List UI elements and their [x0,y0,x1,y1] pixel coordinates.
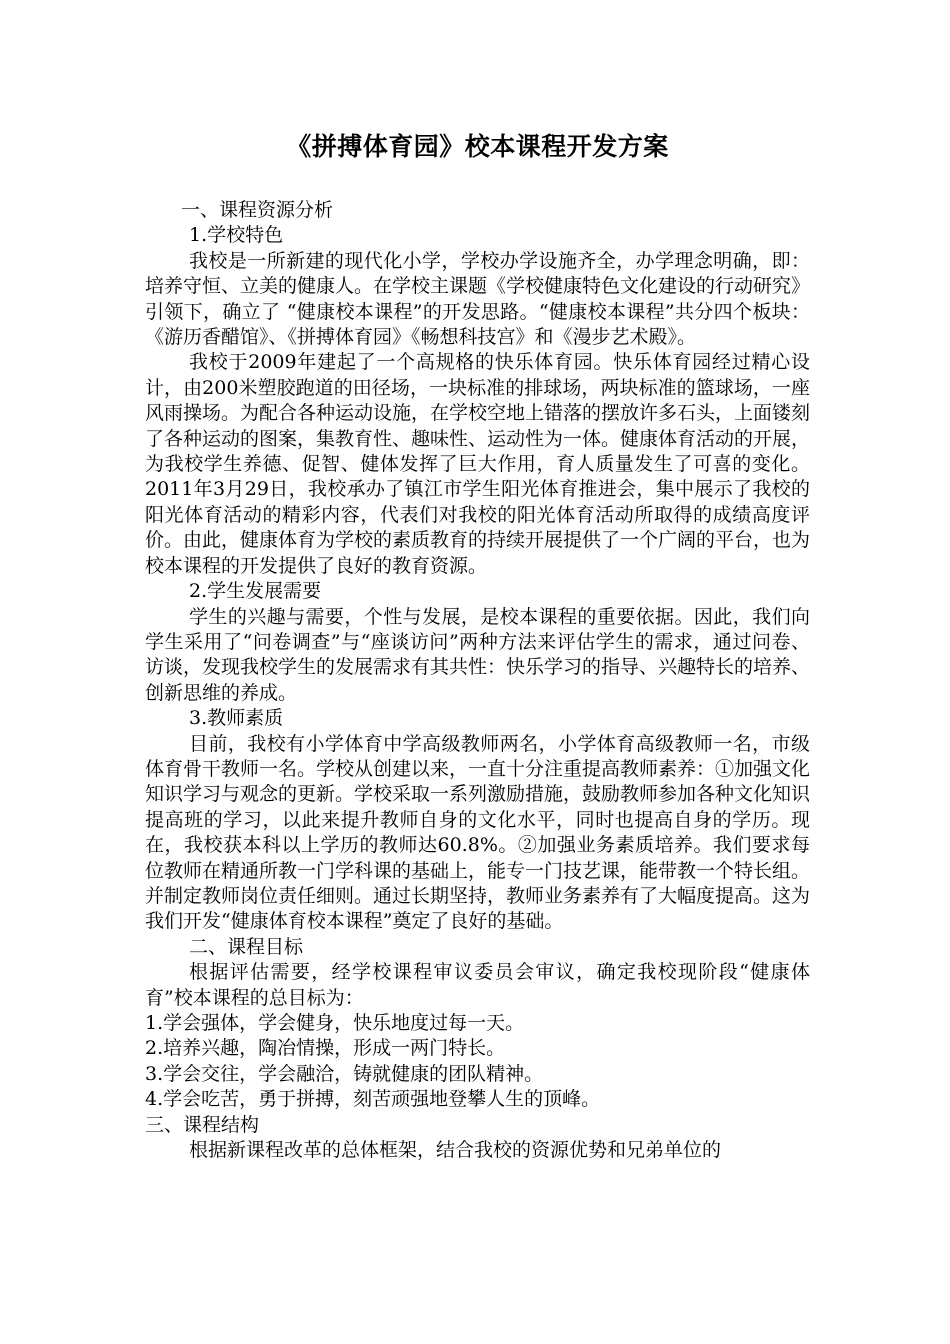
paragraph-course-structure: 根据新课程改革的总体框架，结合我校的资源优势和兄弟单位的 [189,1139,722,1162]
section-heading-3: 三、课程结构 [145,1113,260,1136]
document-page [145,130,810,1163]
paragraph-teacher-quality: 目前，我校有小学体育中学高级教师两名，小学体育高级教师一名，市级体育骨干教师一名。学校从创建以来，一直十分注重提高教师素养：①加强文化知识学习与观念的更新。学校采取一系列激励措施，鼓励教师参加各种文化知识提高班的学习，以此来提升教师自身的文化水平，同时也提高自身的学历。现在，我校获本科以上学历的教师达60.8%。②加强业务素质培养。我们要求每位教师在精通所教一门学科课的基础上，能专一门技艺课，能带教一个特长组。并制定教师岗位责任细则。通过长期坚持，教师业务素养有了大幅度提高。这为我们开发“健康体育校本课程”奠定了良好的基础。 [145,732,811,933]
subsection-heading-1: 1.学校特色 [189,224,284,247]
paragraph-student-needs: 学生的兴趣与需要，个性与发展，是校本课程的重要依据。因此，我们向学生采用了“问卷调查”与“座谈访问”两种方法来评估学生的需求，通过问卷、访谈，发现我校学生的发展需求有其共性：快乐学习的指导、兴趣特长的培养、创新思维的养成。 [145,605,811,704]
goal-item: 3.学会交往，学会融洽，铸就健康的团队精神。 [145,1062,544,1085]
paragraph-course-goals: 根据评估需要，经学校课程审议委员会审议，确定我校现阶段“健康体育”校本课程的总目标为： [145,961,810,1009]
paragraph-school-features-1: 我校是一所新建的现代化小学，学校办学设施齐全，办学理念明确，即：培养守恒、立美的健康人。在学校主课题《学校健康特色文化建设的行动研究》引领下，确立了 “健康校本课程”的开发思路。“健康校本课程”共分四个板块：《游历香醋馆》、《拼搏体育园》《畅想科技宫》和《漫步艺术殿》。 [145,249,811,349]
goal-item: 4.学会吃苦，勇于拼搏，刻苦顽强地登攀人生的顶峰。 [145,1088,601,1111]
subsection-heading-2: 2.学生发展需要 [189,580,322,603]
paragraph-school-features-2: 我校于2009年建起了一个高规格的快乐体育园。快乐体育园经过精心设计，由200米塑胶跑道的田径场，一块标准的排球场，两块标准的篮球场，一座风雨操场。为配合各种运动设施，在学校空地上错落的摆放许多石头，上面镂刻了各种运动的图案，集教育性、趣味性、运动性为一体。健康体育活动的开展，为我校学生养德、促智、健体发挥了巨大作用，育人质量发生了可喜的变化。2011年3月29日，我校承办了镇江市学生阳光体育推进会，集中展示了我校的阳光体育活动的精彩内容，代表们对我校的阳光体育活动所取得的成绩高度评价。由此，健康体育为学校的素质教育的持续开展提供了一个广阔的平台，也为校本课程的开发提供了良好的教育资源。 [145,351,811,577]
document-title: 《拼搏体育园》校本课程开发方案 [286,132,669,161]
section-heading-1: 一、课程资源分析 [181,199,334,221]
subsection-heading-3: 3.教师素质 [189,707,284,730]
section-heading-2: 二、课程目标 [189,935,304,958]
goal-item: 1.学会强体，学会健身，快乐地度过每一天。 [145,1012,525,1034]
goal-item: 2.培养兴趣，陶冶情操，形成一两门特长。 [145,1037,506,1060]
